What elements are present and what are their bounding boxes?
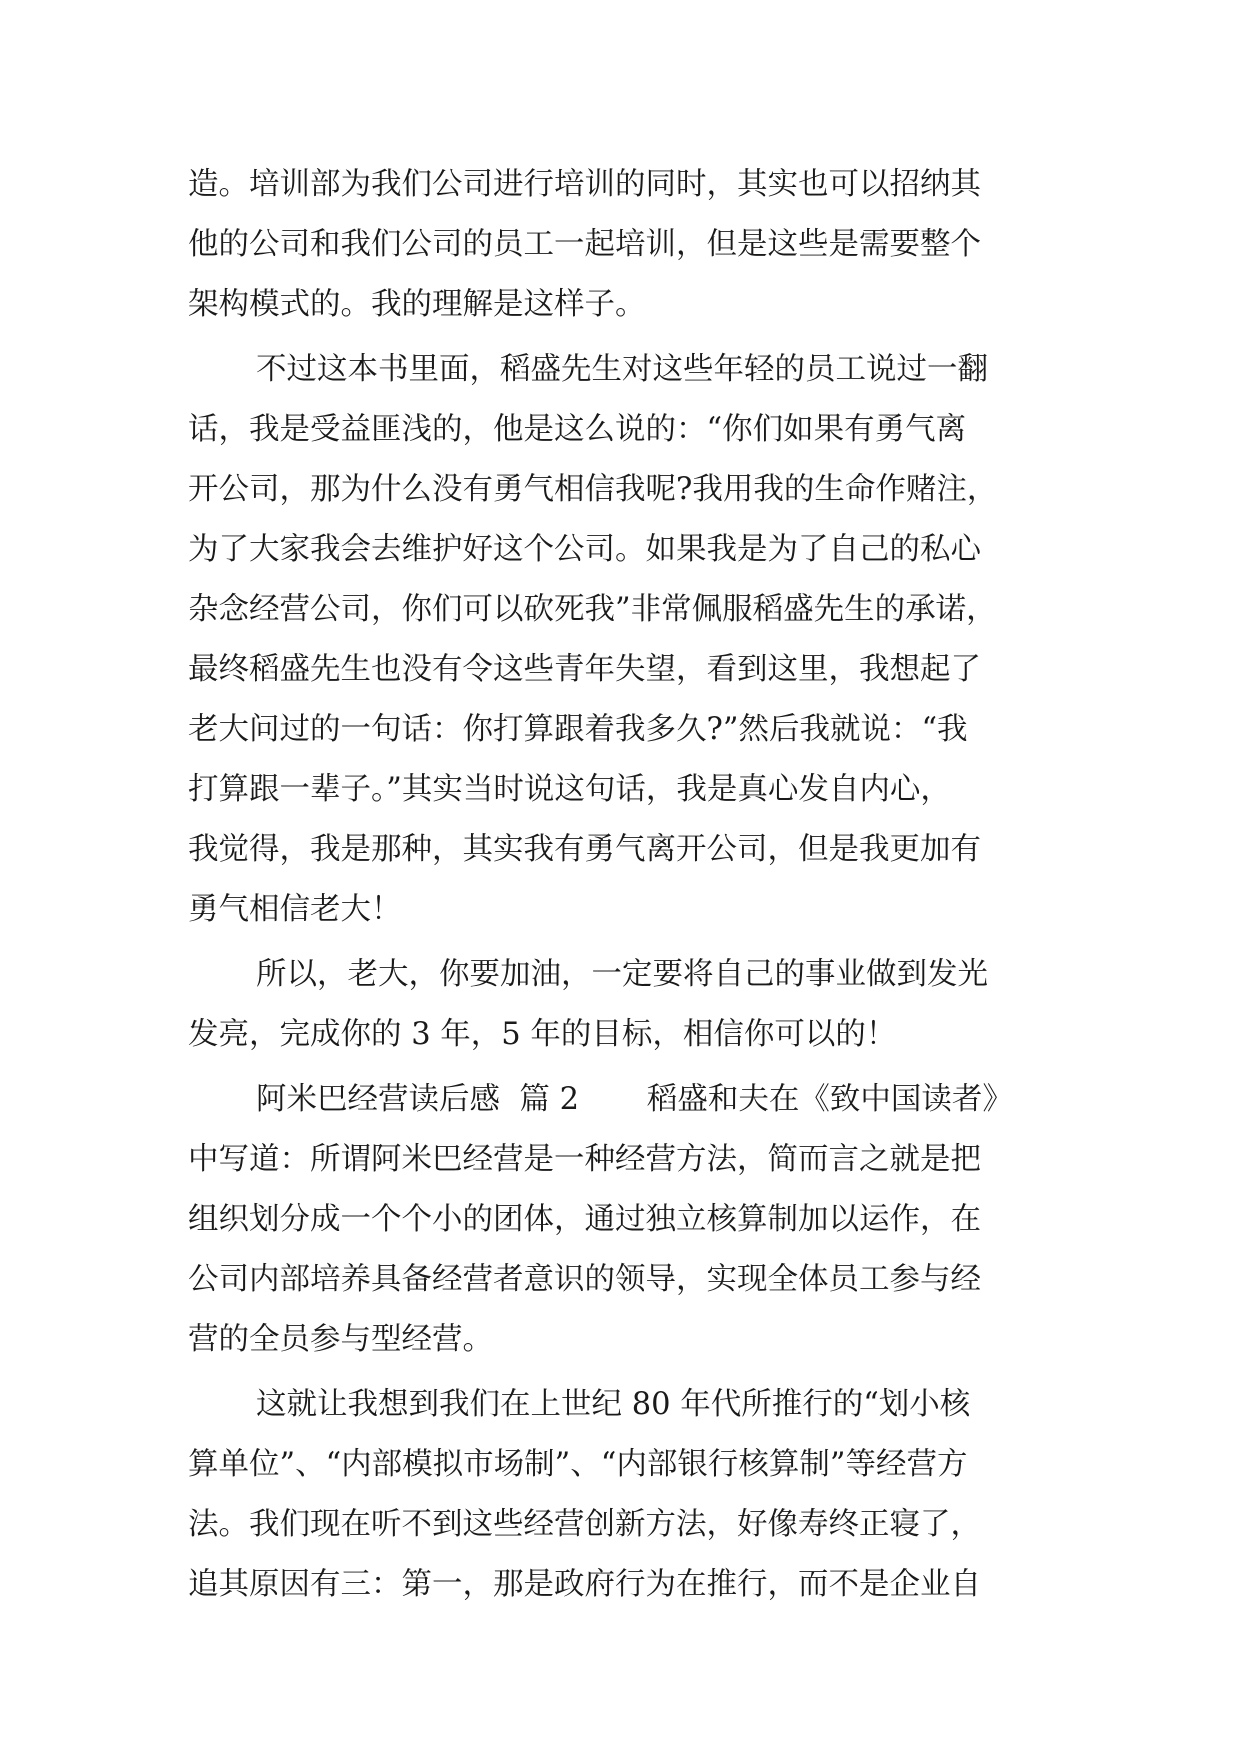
text-line: 话，我是受益匪浅的，他是这么说的：“你们如果有勇气离 (188, 412, 967, 447)
document-body (188, 155, 1068, 1615)
text-line: 他的公司和我们公司的员工一起培训，但是这些是需要整个 (188, 227, 981, 262)
text-line: 算单位”、“内部模拟市场制”、“内部银行核算制”等经营方 (188, 1447, 968, 1482)
text-line: 发亮，完成你的 3 年，5 年的目标，相信你可以的！ (188, 1017, 897, 1052)
text-line: 法。我们现在听不到这些经营创新方法，好像寿终正寝了， (188, 1507, 981, 1542)
text-line: 最终稻盛先生也没有令这些青年失望，看到这里，我想起了 (188, 652, 981, 687)
section-heading-line: 阿米巴经营读后感 篇 2 稻盛和夫在《致中国读者》 (256, 1082, 1013, 1117)
text-line: 这就让我想到我们在上世纪 80 年代所推行的“划小核 (256, 1387, 971, 1422)
text-line: 勇气相信老大！ (188, 892, 402, 927)
text-line: 开公司，那为什么没有勇气相信我呢?我用我的生命作赌注， (188, 472, 998, 507)
text-line: 为了大家我会去维护好这个公司。如果我是为了自己的私心 (188, 532, 981, 567)
text-line: 追其原因有三：第一，那是政府行为在推行，而不是企业自 (188, 1567, 981, 1602)
text-line: 所以，老大，你要加油，一定要将自己的事业做到发光 (256, 957, 988, 992)
text-line: 造。培训部为我们公司进行培训的同时，其实也可以招纳其 (188, 167, 981, 202)
text-line: 营的全员参与型经营。 (188, 1322, 493, 1357)
text-line: 架构模式的。我的理解是这样子。 (188, 287, 646, 322)
text-line: 组织划分成一个个小的团体，通过独立核算制加以运作，在 (188, 1202, 981, 1237)
text-line: 中写道：所谓阿米巴经营是一种经营方法，简而言之就是把 (188, 1142, 981, 1177)
text-line: 杂念经营公司，你们可以砍死我”非常佩服稻盛先生的承诺， (188, 592, 997, 627)
text-line: 我觉得，我是那种，其实我有勇气离开公司，但是我更加有 (188, 832, 981, 867)
text-line: 老大问过的一句话：你打算跟着我多久?”然后我就说：“我 (188, 712, 968, 747)
text-line: 打算跟一辈子。”其实当时说这句话，我是真心发自内心， (188, 772, 951, 807)
text-line: 公司内部培养具备经营者意识的领导，实现全体员工参与经 (188, 1262, 981, 1297)
text-line: 不过这本书里面，稻盛先生对这些年轻的员工说过一翻 (256, 352, 988, 387)
